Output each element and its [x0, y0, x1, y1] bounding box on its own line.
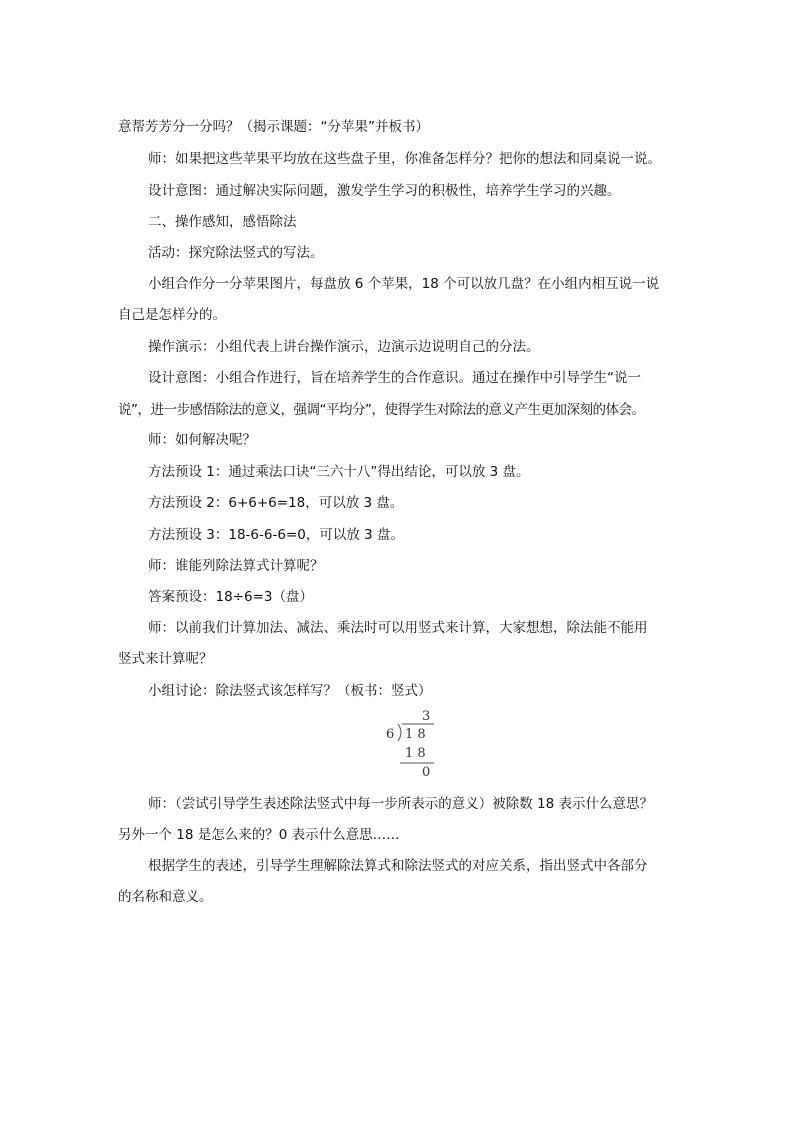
- text-line: 的名称和意义。: [118, 889, 213, 905]
- text-line: 方法预设 1：通过乘法口诀“三六十八”得出结论，可以放 3 盘。: [148, 464, 530, 480]
- text-line: 设计意图：小组合作进行，旨在培养学生的合作意识。通过在操作中引导学生“说一: [148, 370, 641, 386]
- text-line: 设计意图：通过解决实际问题，激发学生学习的积极性，培养学生学习的兴趣。: [148, 183, 621, 199]
- section-heading: 二、操作感知，感悟除法: [148, 214, 297, 230]
- text-line: 师：以前我们计算加法、减法、乘法时可以用竖式来计算，大家想想，除法能不能用: [148, 620, 648, 636]
- text-line: 师：如何解决呢？: [148, 432, 256, 448]
- text-line: 师：如果把这些苹果平均放在这些盘子里，你准备怎样分？把你的想法和同桌说一说。: [148, 151, 661, 167]
- text-line: 方法预设 3：18-6-6-6=0，可以放 3 盘。: [148, 527, 405, 543]
- text-line: 说”，进一步感悟除法的意义，强调“平均分”，使得学生对除法的意义产生更加深刻的体会。: [118, 402, 645, 418]
- text-line: 另外一个 18 是怎么来的？0 表示什么意思……: [118, 827, 400, 843]
- product: 1 8: [405, 746, 426, 761]
- text-line: 师：谁能列除法算式计算呢？: [148, 558, 324, 574]
- text-line: 操作演示：小组代表上讲台操作演示，边演示边说明自己的分法。: [148, 339, 540, 355]
- text-line: 方法预设 2：6+6+6=18，可以放 3 盘。: [148, 495, 404, 511]
- text-line: 意帮芳芳分一分吗？（揭示课题：“分苹果”并板书）: [118, 119, 429, 135]
- text-line: 活动：探究除法竖式的写法。: [148, 245, 324, 261]
- text-line: 小组合作分一分苹果图片，每盘放 6 个苹果，18 个可以放几盘？在小组内相互说一说: [148, 276, 660, 292]
- text-line: 师：（尝试引导学生表述除法竖式中每一步所表示的意义）被除数 18 表示什么意思？: [148, 796, 654, 812]
- text-line: 自己是怎样分的。: [118, 307, 226, 323]
- text-line: 小组讨论：除法竖式该怎样写？（板书：竖式）: [148, 683, 432, 699]
- dividend: 1 8: [405, 727, 426, 742]
- long-division: [380, 708, 440, 784]
- remainder: 0: [422, 765, 431, 780]
- text-line: 答案预设：18÷6=3（盘）: [148, 589, 313, 605]
- quotient: 3: [422, 709, 431, 724]
- text-line: 竖式来计算呢？: [118, 651, 213, 667]
- divisor: 6: [386, 727, 395, 742]
- text-line: 根据学生的表述，引导学生理解除法算式和除法竖式的对应关系，指出竖式中各部分: [148, 858, 648, 874]
